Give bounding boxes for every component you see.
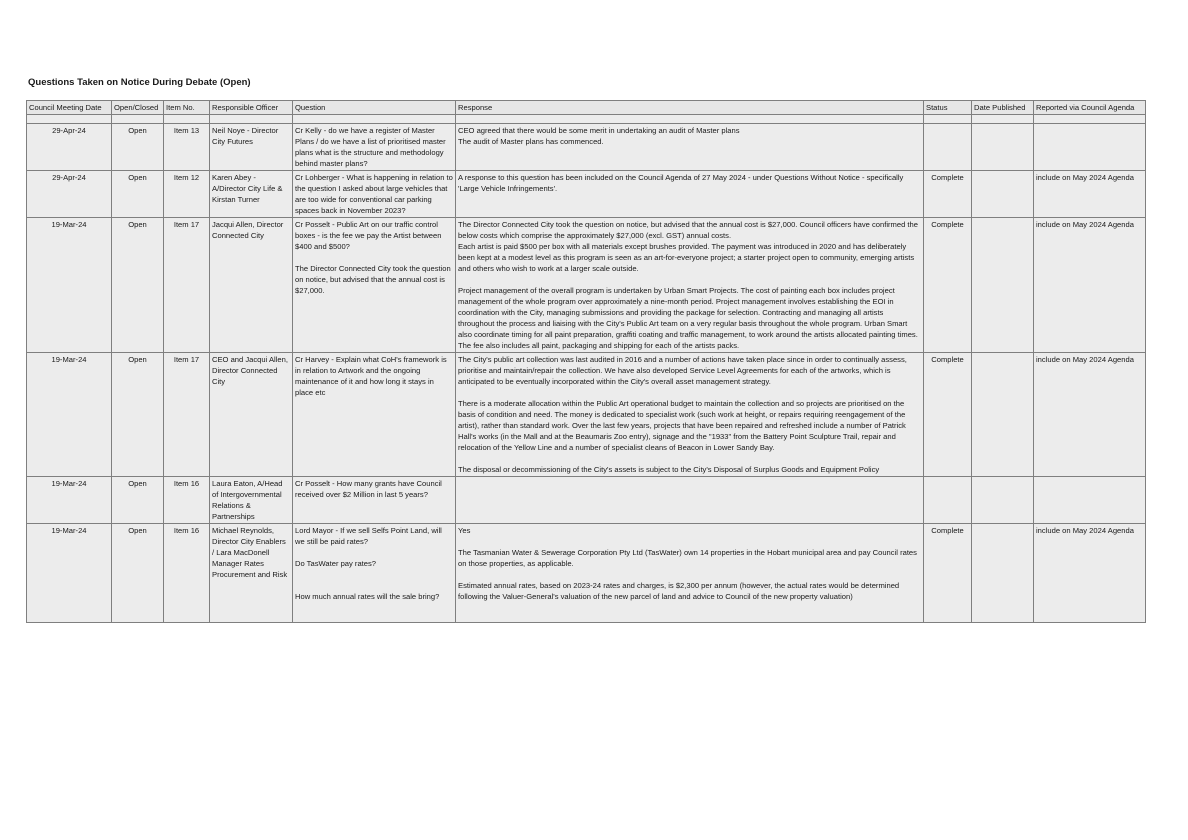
- questions-table: [26, 100, 1146, 623]
- cell-open-closed: Open: [112, 124, 164, 171]
- cell-responsible-officer: CEO and Jacqui Allen, Director Connected City: [210, 353, 293, 477]
- cell-question: [293, 477, 456, 524]
- cell-meeting-date: 29-Apr-24: [27, 124, 112, 171]
- spacer-row: [27, 115, 1146, 124]
- cell-item-no: Item 17: [164, 218, 210, 353]
- cell-response: [456, 124, 924, 171]
- cell-response-paragraph: Yes: [458, 526, 471, 535]
- header-responsible-officer: Responsible Officer: [210, 101, 293, 115]
- cell-date-published: [972, 218, 1034, 353]
- cell-meeting-date: 19-Mar-24: [27, 218, 112, 353]
- cell-response-paragraph: CEO agreed that there would be some merit in undertaking an audit of Master plans: [458, 126, 740, 135]
- header-response: Response: [456, 101, 924, 115]
- cell-response: [456, 477, 924, 524]
- cell-open-closed: Open: [112, 171, 164, 218]
- cell-status: [924, 124, 972, 171]
- cell-question: [293, 218, 456, 353]
- cell-open-closed: Open: [112, 218, 164, 353]
- cell-response-paragraph: Estimated annual rates, based on 2023-24 rates and charges, is $2,300 per annum (however, the actual rates would be determined following the Valuer-General's valuation of the new parcel of land and advice to Council of the new property valuation): [458, 581, 900, 601]
- cell-response-paragraph: The Director Connected City took the question on notice, but advised that the annual cost is $27,000. Council officers have confirmed the below costs which comprise the approximately $27,000 (excl. GST) annual costs.: [458, 220, 918, 240]
- cell-response: [456, 171, 924, 218]
- header-row: [27, 101, 1146, 115]
- cell-item-no: Item 16: [164, 477, 210, 524]
- table-row: [27, 171, 1146, 218]
- cell-response: [456, 524, 924, 623]
- header-item-no: Item No.: [164, 101, 210, 115]
- header-date: Council Meeting Date: [27, 101, 112, 115]
- cell-responsible-officer: Laura Eaton, A/Head of Intergovernmental Relations & Partnerships: [210, 477, 293, 524]
- cell-response-paragraph: The City's public art collection was last audited in 2016 and a number of actions have taken place since in order to continually assess, prioritise and maintain/repair the collection. We have also developed Service Level Agreements for each of the artworks, which is anticipated to be eventually incorporated within the City's overall asset management strategy.: [458, 355, 907, 386]
- cell-reported-via-agenda: include on May 2024 Agenda: [1034, 218, 1146, 353]
- cell-status: Complete: [924, 524, 972, 623]
- cell-question: [293, 124, 456, 171]
- cell-item-no: Item 16: [164, 524, 210, 623]
- cell-question-paragraph: How much annual rates will the sale bring?: [295, 592, 440, 601]
- cell-open-closed: Open: [112, 477, 164, 524]
- header-date-published: Date Published: [972, 101, 1034, 115]
- cell-response-paragraph: A response to this question has been included on the Council Agenda of 27 May 2024 - under Questions Without Notice - specifically 'Large Vehicle Infringements'.: [458, 173, 904, 193]
- cell-date-published: [972, 524, 1034, 623]
- header-status: Status: [924, 101, 972, 115]
- cell-question-paragraph: The Director Connected City took the question on notice, but advised that the annual cost is $27,000.: [295, 264, 451, 295]
- cell-status: Complete: [924, 171, 972, 218]
- cell-question-paragraph: Do TasWater pay rates?: [295, 559, 377, 568]
- cell-date-published: [972, 124, 1034, 171]
- cell-question: [293, 171, 456, 218]
- cell-meeting-date: 19-Mar-24: [27, 477, 112, 524]
- cell-status: Complete: [924, 353, 972, 477]
- table-body: [27, 124, 1146, 623]
- cell-response-paragraph: The Tasmanian Water & Sewerage Corporation Pty Ltd (TasWater) own 14 properties in the Hobart municipal area and pay Council rates on those properties, as applicable.: [458, 548, 917, 568]
- cell-responsible-officer: Karen Abey - A/Director City Life & Kirstan Turner: [210, 171, 293, 218]
- cell-meeting-date: 19-Mar-24: [27, 524, 112, 623]
- cell-responsible-officer: Neil Noye - Director City Futures: [210, 124, 293, 171]
- cell-question-paragraph: Cr Kelly - do we have a register of Master Plans / do we have a list of prioritised master plans what is the structure and methodology behind master plans?: [295, 126, 446, 168]
- cell-question-paragraph: Cr Lohberger - What is happening in relation to the question I asked about large vehicles that are too wide for conventional car parking spaces back in November 2023?: [295, 173, 453, 215]
- cell-response: [456, 218, 924, 353]
- table-row: [27, 477, 1146, 524]
- cell-responsible-officer: Michael Reynolds, Director City Enablers / Lara MacDonell Manager Rates Procurement and Risk: [210, 524, 293, 623]
- cell-date-published: [972, 353, 1034, 477]
- header-question: Question: [293, 101, 456, 115]
- cell-response-paragraph: The audit of Master plans has commenced.: [458, 137, 604, 146]
- table-row: [27, 353, 1146, 477]
- cell-question-paragraph: Cr Harvey - Explain what CoH's framework is in relation to Artwork and the ongoing maintenance of it and how long it stays in place etc: [295, 355, 447, 397]
- cell-question-paragraph: Lord Mayor - If we sell Selfs Point Land, will we still be paid rates?: [295, 526, 442, 546]
- cell-response-paragraph: There is a moderate allocation within the Public Art operational budget to maintain the collection and so projects are prioritised on the basis of condition and need. The money is dedicated to specialist work (such work at height, or repairs requiring reengagement of the artist), rather than standard work. Over the last few years, projects that have been repaired and refreshed include a number of Patrick Hall's works (in the Mall and at the Beaumaris Zoo entry), signage and the "1933" from the Battery Point Sculpture Trail, repair and relocation of the Yellow Line and a number of specialist cleans of Beacon in Lower Sandy Bay.: [458, 399, 906, 452]
- cell-reported-via-agenda: [1034, 477, 1146, 524]
- header-reported-via-agenda: Reported via Council Agenda: [1034, 101, 1146, 115]
- cell-reported-via-agenda: include on May 2024 Agenda: [1034, 171, 1146, 218]
- cell-meeting-date: 19-Mar-24: [27, 353, 112, 477]
- cell-status: Complete: [924, 218, 972, 353]
- cell-item-no: Item 13: [164, 124, 210, 171]
- cell-question-paragraph: Cr Posselt - How many grants have Council received over $2 Million in last 5 years?: [295, 479, 442, 499]
- cell-open-closed: Open: [112, 353, 164, 477]
- cell-item-no: Item 17: [164, 353, 210, 477]
- cell-reported-via-agenda: include on May 2024 Agenda: [1034, 524, 1146, 623]
- cell-question: [293, 524, 456, 623]
- header-open-closed: Open/Closed: [112, 101, 164, 115]
- table-row: [27, 524, 1146, 623]
- cell-open-closed: Open: [112, 524, 164, 623]
- table-row: [27, 124, 1146, 171]
- cell-status: [924, 477, 972, 524]
- cell-date-published: [972, 171, 1034, 218]
- cell-question: [293, 353, 456, 477]
- cell-item-no: Item 12: [164, 171, 210, 218]
- cell-date-published: [972, 477, 1034, 524]
- cell-response-paragraph: The disposal or decommissioning of the City's assets is subject to the City's Disposal of Surplus Goods and Equipment Policy: [458, 465, 880, 474]
- cell-question-paragraph: Cr Posselt - Public Art on our traffic control boxes - is the fee we pay the Artist between $400 and $500?: [295, 220, 442, 251]
- table-row: [27, 218, 1146, 353]
- cell-responsible-officer: Jacqui Allen, Director Connected City: [210, 218, 293, 353]
- cell-response: [456, 353, 924, 477]
- page-title: Questions Taken on Notice During Debate (Open): [28, 77, 251, 88]
- cell-response-paragraph: Project management of the overall program is undertaken by Urban Smart Projects. The cost of painting each box includes project management of the whole program over approximately a nine-month period. Project management involves establishing the EOI in coordination with the City, managing submissions and providing the package for selection. Contracting and managing all artists throughout the process and liaising with the City's Public Art team on a very regular basis throughout the whole program. Urban Smart also coordinate timing for all paint preparation, graffiti coating and traffic management, to work around the artists allocated painting times. The fee also includes all paint, packaging and shipping for each of the artists packs.: [458, 286, 918, 350]
- cell-reported-via-agenda: include on May 2024 Agenda: [1034, 353, 1146, 477]
- cell-response-paragraph: Each artist is paid $500 per box with all materials except brushes provided. The payment was introduced in 2020 and has deliberately been kept at a modest level as this program is seen as an art-for-everyone project; a starter project open to community, emerging artists and others who wish to work at a larger scale outside.: [458, 242, 915, 273]
- cell-meeting-date: 29-Apr-24: [27, 171, 112, 218]
- cell-reported-via-agenda: [1034, 124, 1146, 171]
